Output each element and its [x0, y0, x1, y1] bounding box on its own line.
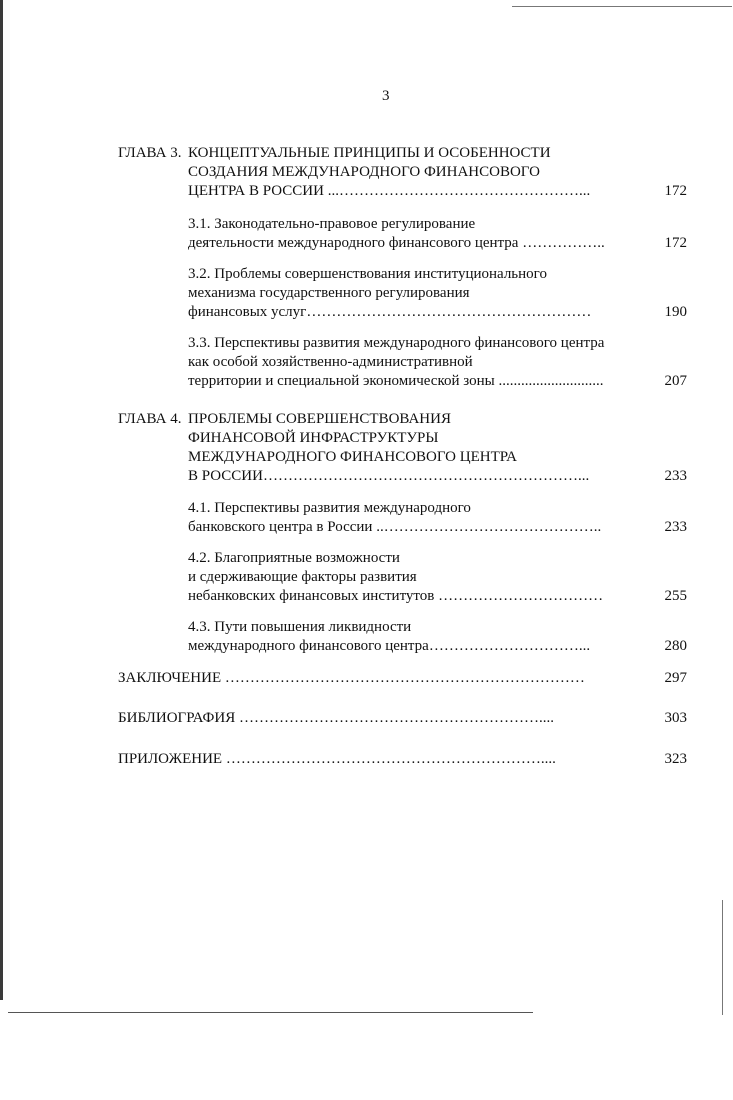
section-3-3-page: 207	[664, 373, 687, 389]
section-4-3-page: 280	[664, 638, 687, 654]
chapter-4-title-line-2: ФИНАНСОВОЙ ИНФРАСТРУКТУРЫ	[188, 430, 439, 446]
chapter-3-prefix: ГЛАВА 3.	[118, 145, 182, 161]
section-3-2-line-3: финансовых услуг…………………………………………………	[188, 304, 592, 320]
section-3-2-page: 190	[664, 304, 687, 320]
section-4-1-line-2: банковского центра в России ..……………………………………..	[188, 519, 602, 535]
section-3-3-line-2: как особой хозяйственно-административной	[188, 354, 473, 370]
section-4-2-line-2: и сдерживающие факторы развития	[188, 569, 417, 585]
chapter-4-title-line-1: ПРОБЛЕМЫ СОВЕРШЕНСТВОВАНИЯ	[188, 411, 451, 427]
section-4-3-line-1: 4.3. Пути повышения ликвидности	[188, 619, 412, 635]
section-4-2-line-1: 4.2. Благоприятные возможности	[188, 550, 400, 566]
page-number: 3	[382, 88, 390, 104]
section-4-2-page: 255	[664, 588, 687, 604]
appendix-page: 323	[664, 751, 687, 767]
appendix-entry: ПРИЛОЖЕНИЕ ………………………………………………………....	[118, 751, 556, 767]
bibliography-entry: БИБЛИОГРАФИЯ ……………………………………………………....	[118, 710, 554, 726]
section-4-3-line-2: международного финансового центра…………………………...	[188, 638, 591, 654]
chapter-4-prefix: ГЛАВА 4.	[118, 411, 182, 427]
chapter-3-title-line-1: КОНЦЕПТУАЛЬНЫЕ ПРИНЦИПЫ И ОСОБЕННОСТИ	[188, 145, 551, 161]
section-3-2-line-1: 3.2. Проблемы совершенствования институционального	[188, 266, 547, 282]
section-3-1-line-2: деятельности международного финансового центра ……………..	[188, 235, 605, 251]
scan-line-bottom	[8, 1012, 533, 1013]
section-3-1-page: 172	[664, 235, 687, 251]
section-4-2-line-3: небанковских финансовых институтов ……………………………	[188, 588, 604, 604]
chapter-3-page: 172	[664, 183, 687, 199]
conclusion-page: 297	[664, 670, 687, 686]
section-3-2-line-2: механизма государственного регулирования	[188, 285, 470, 301]
section-3-1-line-1: 3.1. Законодательно-правовое регулирование	[188, 216, 476, 232]
chapter-3-title-line-2: СОЗДАНИЯ МЕЖДУНАРОДНОГО ФИНАНСОВОГО	[188, 164, 540, 180]
chapter-3-title-line-3: ЦЕНТРА В РОССИИ ...…………………………………………...	[188, 183, 591, 199]
scan-line-top	[512, 6, 732, 7]
section-3-3-line-3: территории и специальной экономической зоны ............................	[188, 373, 604, 389]
scan-line-right	[722, 900, 723, 1015]
chapter-4-title-line-4: В РОССИИ………………………………………………………...	[188, 468, 590, 484]
section-3-3-line-1: 3.3. Перспективы развития международного финансового центра	[188, 335, 605, 351]
chapter-4-page: 233	[664, 468, 687, 484]
section-4-1-line-1: 4.1. Перспективы развития международного	[188, 500, 471, 516]
chapter-4-title-line-3: МЕЖДУНАРОДНОГО ФИНАНСОВОГО ЦЕНТРА	[188, 449, 518, 465]
scan-edge-left	[0, 0, 3, 1000]
section-4-1-page: 233	[664, 519, 687, 535]
conclusion-entry: ЗАКЛЮЧЕНИЕ ………………………………………………………………	[118, 670, 585, 686]
bibliography-page: 303	[664, 710, 687, 726]
